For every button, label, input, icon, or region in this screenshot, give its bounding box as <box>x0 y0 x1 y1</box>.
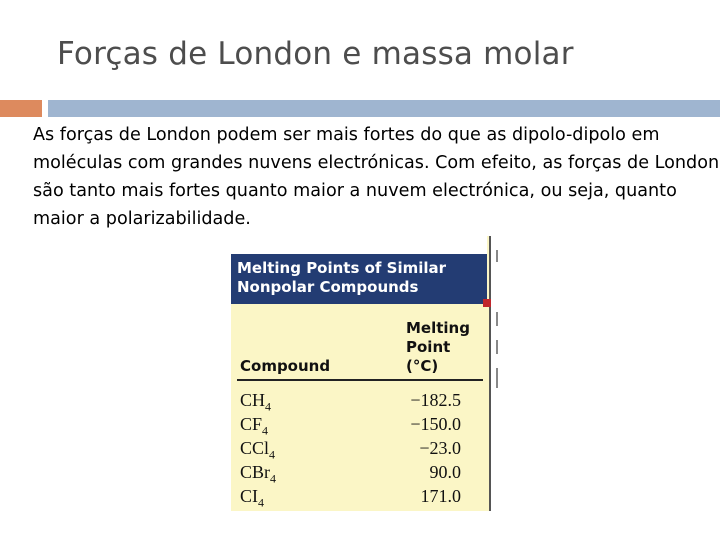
melting-points-table-image <box>231 236 491 511</box>
table-body <box>231 388 487 508</box>
accent-bar-orange <box>0 100 42 117</box>
column-header-compound: Compound <box>240 357 331 375</box>
compound-formula: $CI_4$ <box>240 486 264 510</box>
body-text <box>33 121 720 233</box>
melting-point-value: −23.0 <box>419 438 461 458</box>
side-marks <box>493 250 501 390</box>
compound-formula: $CF_4$ <box>240 414 269 438</box>
column-header-melting-point: Melting Point (°C) <box>406 319 470 375</box>
melting-point-value: 171.0 <box>420 486 461 506</box>
side-tick <box>496 368 498 388</box>
table-top-strip <box>231 236 487 254</box>
melting-point-value: −182.5 <box>410 390 461 410</box>
table-row <box>231 412 487 436</box>
table-row <box>231 484 487 508</box>
table-row <box>231 388 487 412</box>
table-title-banner <box>231 254 487 304</box>
slide-title: Forças de London e massa molar <box>57 36 574 72</box>
compound-formula: CCl$_4$ <box>240 438 276 462</box>
compound-formula: $CH_4$ <box>240 390 272 414</box>
header-divider <box>237 379 483 381</box>
compound-formula: CBr$_4$ <box>240 462 277 486</box>
body-paragraph: As forças de London podem ser mais fortes do que as dipolo-dipolo em moléculas com grandes nuvens electrónicas. Com efeito, as forças de London são tanto mais fortes quanto maior a nuvem electrónica, ou seja, quanto maior a polarizabilidade. <box>33 125 720 229</box>
melting-point-value: 90.0 <box>429 462 461 482</box>
table-row <box>231 460 487 484</box>
side-tick <box>496 250 498 262</box>
side-tick <box>496 340 498 354</box>
side-tick <box>496 312 498 326</box>
melting-point-value: −150.0 <box>410 414 461 434</box>
table-row <box>231 436 487 460</box>
selection-handle <box>483 299 491 307</box>
table-title: Melting Points of Similar Nonpolar Compounds <box>237 259 447 296</box>
accent-bar-blue <box>48 100 720 117</box>
